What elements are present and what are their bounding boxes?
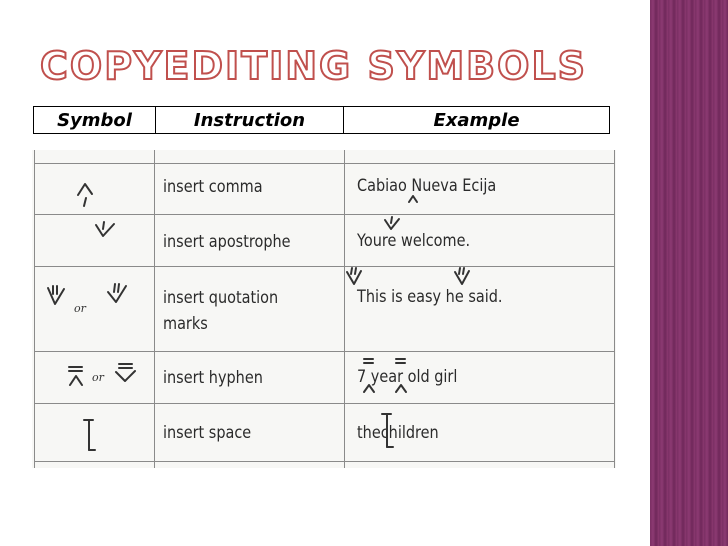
instruction-text: insert comma bbox=[163, 177, 263, 197]
inserted-comma-mark bbox=[406, 193, 420, 205]
inserted-space-mark bbox=[379, 411, 395, 451]
symbol-cell bbox=[34, 163, 154, 214]
hyphen-caret-mark-icon bbox=[66, 363, 86, 389]
instruction-text: insert space bbox=[163, 423, 252, 443]
instruction-text: insert apostrophe bbox=[163, 232, 291, 252]
example-text: Youre welcome. bbox=[357, 231, 471, 251]
instruction-text-line1: insert quotation bbox=[163, 288, 279, 308]
or-label: or bbox=[92, 371, 104, 384]
symbol-cell bbox=[34, 214, 154, 266]
inserted-hyphen-mark bbox=[394, 356, 408, 396]
inserted-close-quote-mark bbox=[452, 266, 472, 288]
header-symbol: Symbol bbox=[34, 107, 156, 134]
symbol-cell bbox=[34, 351, 154, 403]
symbols-header-table bbox=[33, 106, 610, 134]
instruction-text: insert hyphen bbox=[163, 368, 263, 388]
instruction-text-line2: marks bbox=[163, 314, 208, 334]
apostrophe-mark-icon bbox=[94, 220, 118, 240]
hyphen-v-mark-icon bbox=[114, 361, 138, 383]
table-row bbox=[32, 266, 616, 351]
table-row bbox=[32, 214, 616, 266]
example-text: This is easy he said. bbox=[357, 287, 503, 307]
quotation-mark-alt-icon bbox=[106, 282, 128, 304]
example-text: thechildren bbox=[357, 423, 439, 443]
row-line bbox=[34, 461, 614, 462]
header-example: Example bbox=[344, 107, 610, 134]
caret-comma-mark-icon bbox=[76, 181, 96, 211]
quotation-mark-icon bbox=[46, 284, 66, 308]
table-row bbox=[32, 403, 616, 461]
symbol-cell bbox=[34, 266, 154, 351]
inserted-hyphen-mark bbox=[362, 356, 376, 396]
space-bracket-mark-icon bbox=[80, 417, 98, 453]
table-row bbox=[32, 163, 616, 214]
example-text: Cabiao Nueva Ecija bbox=[357, 176, 497, 196]
table-row bbox=[32, 351, 616, 403]
inserted-open-quote-mark bbox=[344, 266, 364, 288]
inserted-apostrophe-mark bbox=[383, 216, 401, 232]
slide-title: COPYEDITING SYMBOLS bbox=[40, 44, 588, 88]
decorative-sidebar bbox=[650, 0, 728, 546]
scanned-symbols-table bbox=[32, 150, 616, 468]
or-label: or bbox=[74, 302, 86, 315]
symbol-cell bbox=[34, 403, 154, 461]
header-instruction: Instruction bbox=[156, 107, 344, 134]
example-text: 7 year old girl bbox=[357, 367, 458, 387]
